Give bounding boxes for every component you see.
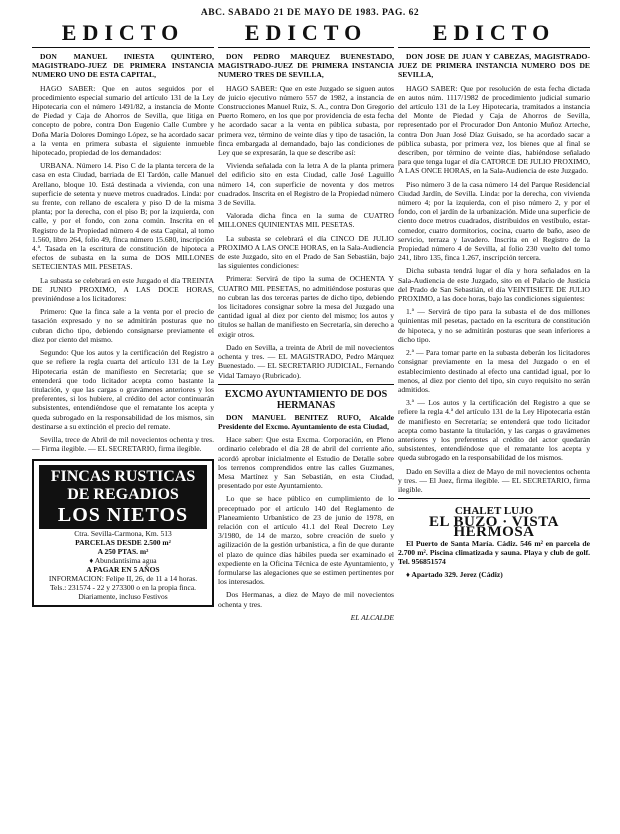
edict-paragraph: HAGO SABER: Que en este Juzgado se siguen autos de juicio ejecutivo número 557 de 1982, a instancia de Construcciones Manuel Ruiz, S. A., contra Don Gregorio Puerto Romero, en los que por providencia de esta fecha he acordado sacar a la venta en pública subasta, por primera vez, término de veinte días y tipo de tasación, la finca embargada al demandado, bajo las condiciones de Ley que se expresarán, la que se describe así: — [218, 83, 394, 158]
divider — [218, 384, 394, 385]
edict-paragraph: HAGO SABER: Que en autos seguidos por el procedimiento especial sumario del artículo 131 de la Ley Hipotecaria con el número 1491/82, a instancia de Monte de Piedad y Caja de Ahorros de Sevilla, que litiga en concepto de pobre, contra Don Eugenio Calle Cumbre y Doña María Dolores Domingo López, se ha acordado sacar a la venta en primera subasta el siguiente inmueble hipotecado, propiedad de los demandados: — [32, 83, 214, 158]
ad-line: A PAGAR EN 5 AÑOS — [86, 565, 160, 575]
edict-lead-3: DON JOSE DE JUAN Y CABEZAS, MAGISTRADO-JUEZ DE PRIMERA INSTANCIA NUMERO DOS DE SEVILLA, — [398, 52, 590, 80]
edict-paragraph: Sevilla, trece de Abril de mil novecientos ochenta y tres. — Firma ilegible. — EL SECRETARIO, firma ilegible. — [32, 434, 214, 454]
edict-paragraph: 2.ª — Para tomar parte en la subasta deberán los licitadores consignar previamente en la mesa del Juzgado o en el establecimiento destinado al efecto una cantidad igual, por lo menos, al diez por ciento del tipo, sin cuyo requisito no serán admitidos. — [398, 348, 590, 394]
edict-paragraph: 1.ª — Servirá de tipo para la subasta el de dos millones quinientas mil pesetas, pactado en la escritura de constitución de hipoteca, y no se admitirán posturas que sean inferiores a dicho tipo. — [398, 307, 590, 344]
ad-line: INFORMACION: Felipe II, 26, de 11 a 14 horas. — [48, 574, 198, 584]
edict-paragraph: Vivienda señalada con la letra A de la planta primera del edificio sito en esta Ciudad, calle José Laguillo número 14, con superficie de noventa y dos metros cuadrados. Inscrita en el Registro de la Propiedad número 3 de Sevilla. — [218, 161, 394, 208]
fincas-ad-title: FINCAS RUSTICAS DE REGADIOS — [50, 468, 196, 504]
divider — [398, 47, 590, 48]
edict-paragraph: Dado en Sevilla a diez de Mayo de mil novecientos ochenta y tres. — El Juez, firma ilegible. — EL SECRETARIO, firma ilegible. — [398, 466, 590, 494]
edict-lead-ayuntamiento: DON MANUEL BENITEZ RUFO, Alcalde Presidente del Excmo. Ayuntamiento de esta Ciudad, — [218, 412, 394, 431]
fincas-ad — [32, 459, 214, 607]
edict-lead-2: DON PEDRO MARQUEZ BUENESTADO, MAGISTRADO-JUEZ DE PRIMERA INSTANCIA NUMERO TRES DE SEVILLA, — [218, 52, 394, 80]
edict-paragraph: Valorada dicha finca en la suma de CUATRO MILLONES QUINIENTAS MIL PESETAS. — [218, 211, 394, 230]
signature: EL ALCALDE — [350, 612, 394, 622]
ayuntamiento-heading: EXCMO AYUNTAMIENTO DE DOS HERMANAS — [224, 388, 388, 411]
ad-line: Ctra. Sevilla-Carmona, Km. 513 — [74, 529, 172, 539]
page-header: ABC. SABADO 21 DE MAYO DE 1983. PAG. 62 — [200, 8, 420, 18]
edict-paragraph: Lo que se hace público en cumplimiento de lo preceptuado por el artículo 140 del Reglamento de Planeamiento Urbanístico de 23 de junio de 1978, en relación con el artículo 41.1 del Real Decreto Ley 3/1980, de 14 de marzo, sobre creación de suelo y agilización de la gestión urbanística, a fin de que durante el plazo de quince días hábiles pueda ser examinado el expediente en la Oficina Técnica de este Ayuntamiento, y formularse las alegaciones que se estimen pertinentes por los interesados. — [218, 494, 394, 587]
edict-paragraph: Primero: Que la finca sale a la venta por el precio de tasación expresado y no se admitirán posturas que no cubran dicho tipo, debiendo consignarse previamente el diez por ciento del mismo. — [32, 307, 214, 344]
fincas-ad-brand: LOS NIETOS — [57, 504, 189, 527]
divider — [218, 47, 394, 48]
ad-line: ♦ Abundantísima agua — [89, 556, 157, 566]
divider — [398, 498, 590, 499]
edict-paragraph: Hace saber: Que esta Excma. Corporación, en Pleno ordinario celebrado el día 28 de abril del corriente año, acordó aprobar inicialmente el Estudio de Detalle sobre los terrenos comprendidos entre las calles Guzmanes, Mesa Martínez y San Sebastián, en esta Ciudad, presentado por este Ayuntamiento. — [218, 435, 394, 491]
edict-paragraph: Dos Hermanas, a diez de Mayo de mil novecientos ochenta y tres. — [218, 590, 394, 609]
edict-paragraph: Primera: Servirá de tipo la suma de OCHENTA Y CUATRO MIL PESETAS, no admitiéndose posturas que no cubran las dos terceras partes de dicho tipo, debiendo los licitadores consignar sobre la mesa del Juzgado una cantidad igual al diez por ciento del mismo; los autos y títulos se hallan de manifiesto en Secretaría, sin derecho a exigir otros. — [218, 274, 394, 339]
edict-paragraph: La subasta se celebrará el día CINCO DE JULIO PROXIMO A LAS ONCE HORAS, en la Sala-Audiencia de este Juzgado, sito en el Prado de San Sebastián, bajo las siguientes condiciones: — [218, 233, 394, 271]
edict-paragraph: Piso número 3 de la casa número 14 del Parque Residencial Ciudad Jardín, de Sevilla. Linda: por la derecha, con vivienda número 4; por la izquierda, con el piso número 2, y por el fondo, con el jardín de la urbanización. Mide una superficie de ciento doce metros cuadrados, distribuidos en vestíbulo, estar-comedor, cuatro dormitorios, cocina, cuarto de baño, aseo de servicio, terraza y lavadero. Inscrita en el Registro de la Propiedad número 4 de Sevilla, al folio 230 vuelto del tomo 241, libro 135, finca 1.267, inscripción tercera. — [398, 179, 590, 263]
ad-line: Tels.: 231574 - 22 y 273300 o en la propia finca. — [49, 583, 197, 593]
chalet-ad-brand: EL BUZO · VISTA HERMOSA — [429, 514, 559, 540]
divider — [32, 47, 214, 48]
chalet-ad-title: CHALET LUJO — [454, 505, 534, 518]
edicto-heading-1: EDICTO — [61, 22, 185, 45]
chalet-ad-contact: ♦ Apartado 329. Jerez (Cádiz) — [406, 570, 503, 580]
edict-paragraph: Dado en Sevilla, a treinta de Abril de mil novecientos ochenta y tres. — EL MAGISTRADO, Pedro Márquez Buenestado. — EL SECRETARIO JUDICIAL, Fernando Vidal Tamayo (Rubricado). — [218, 342, 394, 380]
ad-line: Diariamente, incluso Festivos — [78, 592, 168, 602]
edict-paragraph: URBANA. Número 14. Piso C de la planta tercera de la casa en esta Ciudad, barriada de El Tardón, calle Manuel Arellano, bloque 10. Está destinada a vivienda, con una superficie de setenta y nueve metros cuadrados. Linda: por su frente, con rellano de escalera y piso D de la misma planta; por la derecha, con el piso B; por la izquierda, con calle, y por el fondo, con zona común. Inscrita en el Registro de la Propiedad número 4 de esta Capital, al tomo 1.560, libro 264, folio 49, finca número 15.680, inscripción 4.ª. Tasada en la escritura de constitución de hipoteca a efectos de subasta en la suma de DOS MILLONES SETECIENTAS MIL PESETAS. — [32, 161, 214, 272]
chalet-ad-text: El Puerto de Santa María. Cádiz. 546 m² en parcela de 2.700 m². Piscina climatizada y sauna. Playa y club de golf. Tel. 956851574 — [398, 538, 590, 567]
column-2 — [218, 22, 394, 822]
ad-line: PARCELAS DESDE 2.500 m² — [75, 538, 171, 548]
fincas-ad-banner — [39, 465, 207, 529]
edict-paragraph: 3.ª — Los autos y la certificación del Registro a que se refiere la regla 4.ª del artículo 131 de la Ley Hipotecaria están de manifiesto en Secretaría; se entenderá que todo licitador acepta como bastante la titulación, y las cargas o gravámenes anteriores y los preferentes al crédito del actor quedarán subsistentes, entendiéndose que el rematante los acepta y queda subrogado en la responsabilidad de los mismos. — [398, 398, 590, 463]
column-1 — [32, 22, 214, 822]
column-3 — [398, 22, 590, 822]
edict-paragraph: Segundo: Que los autos y la certificación del Registro a que se refiere la regla cuarta del artículo 131 de la Ley Hipotecaria están de manifiesto en Secretaría; que se entenderá que todo licitador acepta como bastante la titulación, y que las cargas o gravámenes anteriores y los preferentes, si los hubiere, al crédito del actor continuarán subsistentes, entendiéndose que el rematante los acepta y queda subrogado en la responsabilidad de los mismos, sin destinarse a su extinción el precio del remate. — [32, 348, 214, 431]
edict-paragraph: HAGO SABER: Que por resolución de esta fecha dictada en autos núm. 1117/1982 de procedimiento judicial sumario del artículo 131 de la Ley Hipotecaria, tramitados a instancia del Monte de Piedad y Caja de Ahorros de Sevilla, representado por el Procurador Don Antonio Muñoz Arteche, contra Don Juan José Díaz Guisado, se ha acordado sacar a pública subasta, por primera vez, los bienes que al final se describen, por término de veinte días, habiéndose señalado para que tenga lugar el día CATORCE DE JULIO PROXIMO, A LAS ONCE HORAS, en la Sala-Audiencia de este Juzgado. — [398, 83, 590, 176]
edict-paragraph: Dicha subasta tendrá lugar el día y hora señalados en la Sala-Audiencia de este Juzgado, sito en el Palacio de Justicia del Prado de San Sebastián, el día VEINTISIETE DE JULIO PROXIMO, a las doce horas, bajo las condiciones siguientes: — [398, 266, 590, 304]
edict-lead-1: DON MANUEL INIESTA QUINTERO, MAGISTRADO-JUEZ DE PRIMERA INSTANCIA NUMERO UNO DE ESTA CAPITAL, — [32, 52, 214, 80]
edict-paragraph: La subasta se celebrará en este Juzgado el día TREINTA DE JUNIO PROXIMO, A LAS DOCE HORAS, previniéndose a los licitadores: — [32, 275, 214, 304]
edicto-heading-3: EDICTO — [432, 22, 556, 45]
edicto-heading-2: EDICTO — [244, 22, 368, 45]
ad-line: A 250 PTAS. m² — [97, 547, 149, 557]
